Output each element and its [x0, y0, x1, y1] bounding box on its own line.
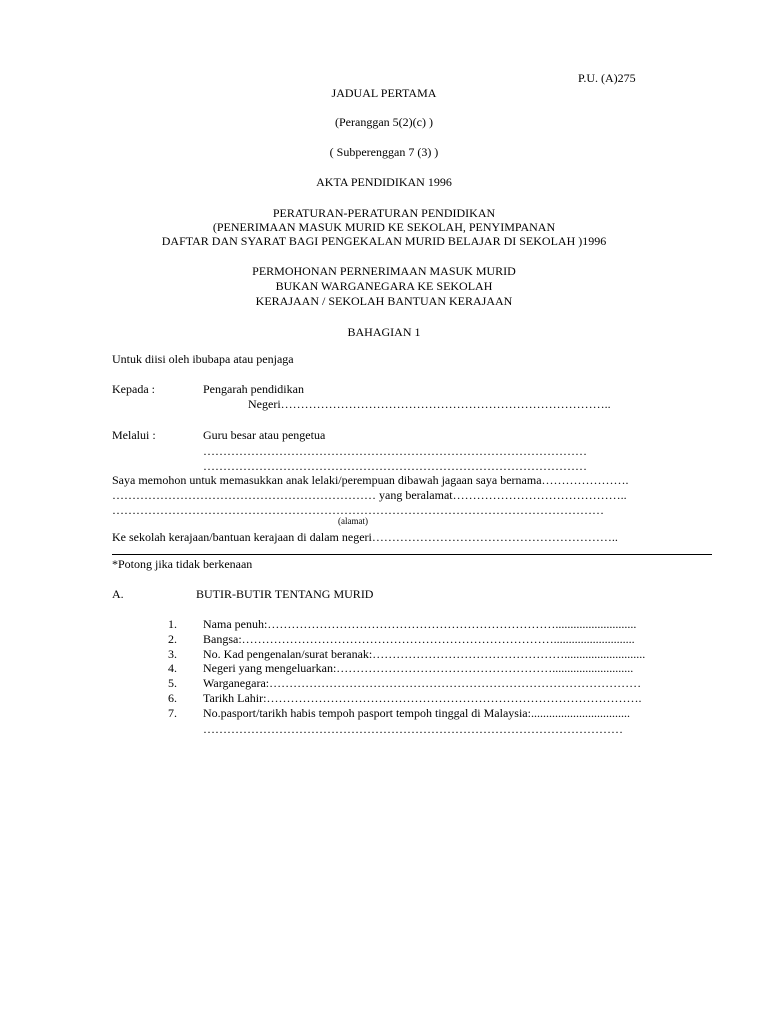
item-number: 4. [168, 661, 177, 675]
item-number: 5. [168, 676, 177, 690]
address-note: (alamat) [338, 516, 368, 526]
cut-note: *Potong jika tidak berkenaan [112, 557, 253, 571]
reference-number: P.U. (A)275 [578, 71, 636, 85]
act-title: AKTA PENDIDIKAN 1996 [316, 175, 452, 189]
full-name-field[interactable]: Nama penuh:………………………………………………………………........................... [203, 617, 637, 631]
passport-field[interactable]: No.pasport/tarikh habis tempoh pasport tempoh tinggal di Malaysia:................................. [203, 706, 630, 720]
application-line-3: KERAJAAN / SEKOLAH BANTUAN KERAJAAN [255, 294, 513, 308]
melalui-field-1[interactable]: …………………………………………………………………………………… [203, 444, 587, 458]
birth-date-field[interactable]: Tarikh Lahir:…………………………………………………………………………………. [203, 691, 642, 705]
kepada-label: Kepada : [112, 382, 155, 396]
regulation-line-3: DAFTAR DAN SYARAT BAGI PENGEKALAN MURID BELAJAR DI SEKOLAH )1996 [161, 234, 607, 248]
melalui-value: Guru besar atau pengetua [203, 428, 326, 442]
item-number: 2. [168, 632, 177, 646]
race-field[interactable]: Bangsa:……………………………………………………………………........................... [203, 632, 635, 646]
item-number: 1. [168, 617, 177, 631]
regulation-line-1: PERATURAN-PERATURAN PENDIDIKAN [272, 206, 496, 220]
item-number: 6. [168, 691, 177, 705]
section-a-letter: A. [112, 587, 124, 601]
issuing-state-field[interactable]: Negeri yang mengeluarkan:………………………………………………........................... [203, 661, 634, 675]
melalui-field-2[interactable]: …………………………………………………………………………………… [203, 459, 587, 473]
item-number: 3. [168, 647, 177, 661]
citizenship-field[interactable]: Warganegara:………………………………………………………………………………… [203, 676, 642, 690]
passport-field-continuation[interactable]: …………………………………………………………………………………………… [203, 722, 623, 736]
cut-line [112, 554, 712, 555]
request-line[interactable]: Saya memohon untuk memasukkan anak lelaki/perempuan dibawah jagaan saya bernama…………………. [112, 473, 629, 487]
item-number: 7. [168, 706, 177, 720]
application-line-1: PERMOHONAN PERNERIMAAN MASUK MURID [252, 264, 516, 278]
paragraph-ref: (Peranggan 5(2)(c) ) [335, 115, 433, 129]
regulation-line-2: (PENERIMAAN MASUK MURID KE SEKOLAH, PENYIMPANAN [212, 220, 556, 234]
id-number-field[interactable]: No. Kad pengenalan/surat beranak:…………………………………………........................... [203, 647, 646, 661]
part-title: BAHAGIAN 1 [347, 325, 421, 339]
melalui-label: Melalui : [112, 428, 156, 442]
address-line[interactable]: ………………………………………………………… yang beralamat…………………………………….. [112, 488, 627, 502]
school-line[interactable]: Ke sekolah kerajaan/bantuan kerajaan di dalam negeri…………………………………………………….. [112, 530, 618, 544]
kepada-value: Pengarah pendidikan [203, 382, 304, 396]
subparagraph-ref: ( Subperenggan 7 (3) ) [329, 145, 439, 159]
instruction-text: Untuk diisi oleh ibubapa atau penjaga [112, 352, 294, 366]
address-field[interactable]: …………………………………………………………………………………………………………… [112, 503, 604, 517]
application-line-2: BUKAN WARGANEGARA KE SEKOLAH [275, 279, 493, 293]
schedule-title: JADUAL PERTAMA [331, 86, 437, 100]
negeri-field[interactable]: Negeri……………………………………………………………………….. [248, 397, 611, 411]
section-a-title: BUTIR-BUTIR TENTANG MURID [196, 587, 374, 601]
